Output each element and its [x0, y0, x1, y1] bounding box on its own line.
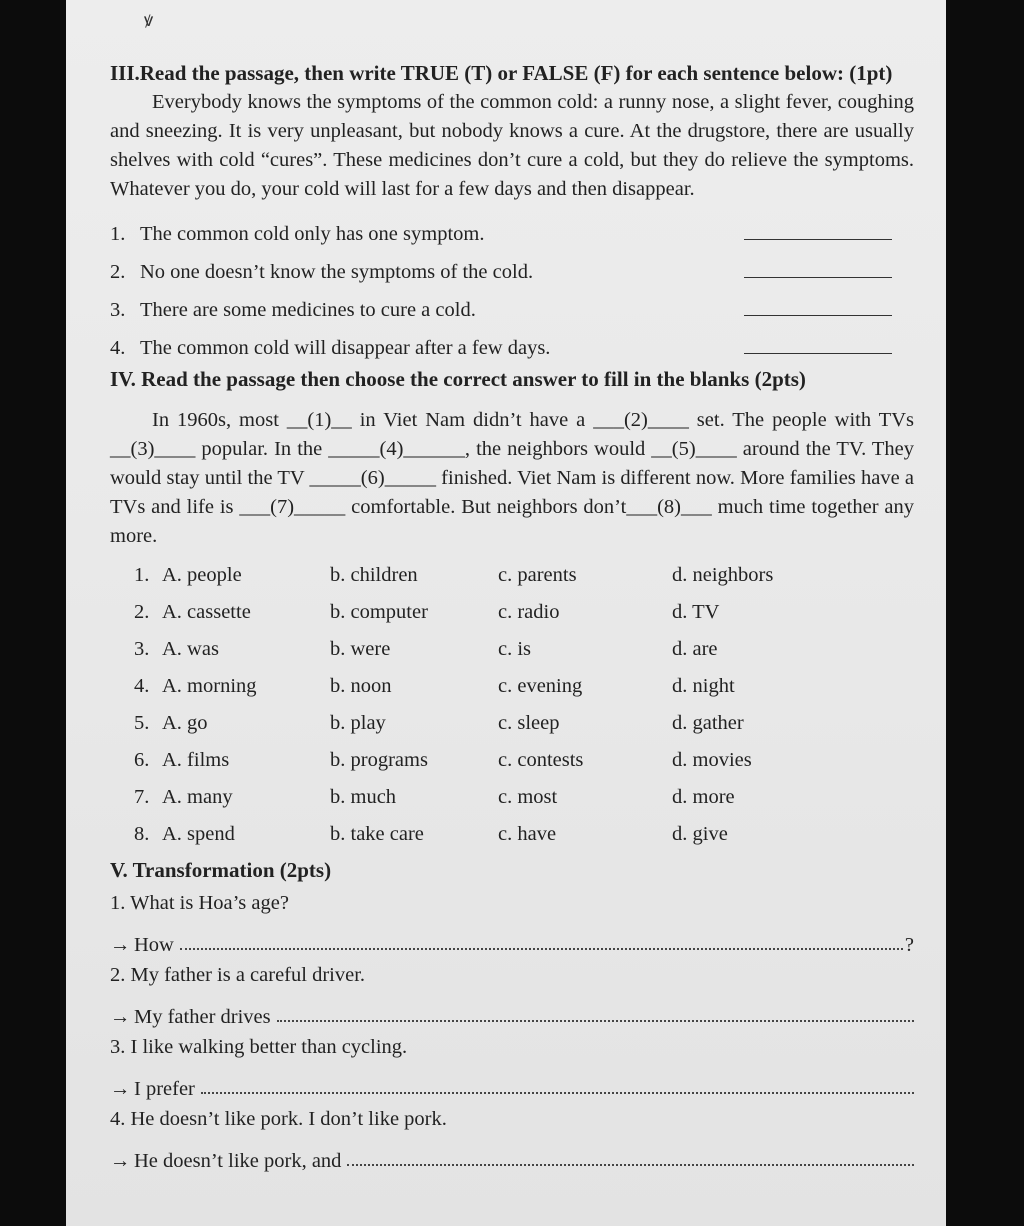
option-d[interactable]: d. gather	[672, 712, 744, 734]
answer-dotted-line[interactable]	[347, 1164, 914, 1166]
tf-number: 4.	[110, 337, 126, 359]
option-row	[134, 779, 852, 816]
section-4-title: IV. Read the passage then choose the correct answer to fill in the blanks (2pts)	[110, 367, 806, 391]
tf-text: The common cold only has one symptom.	[140, 223, 485, 245]
option-number: 4.	[134, 675, 150, 697]
option-b[interactable]: b. programs	[330, 749, 428, 771]
transformation-question	[110, 885, 914, 921]
answer-blank[interactable]	[744, 315, 892, 316]
option-d[interactable]: d. give	[672, 823, 728, 845]
option-d[interactable]: d. movies	[672, 749, 752, 771]
answer-prompt: He doesn’t like pork, and	[134, 1150, 342, 1172]
answer-blank[interactable]	[744, 277, 892, 278]
transformation-item	[110, 1101, 914, 1173]
question-mark: ?	[904, 934, 914, 956]
option-b[interactable]: b. much	[330, 786, 397, 808]
option-row	[134, 816, 852, 853]
option-row	[134, 705, 852, 742]
transformation-item	[110, 1029, 914, 1101]
tf-number: 2.	[110, 261, 126, 283]
option-c[interactable]: c. radio	[498, 601, 560, 623]
option-b[interactable]: b. were	[330, 638, 391, 660]
option-c[interactable]: c. sleep	[498, 712, 560, 734]
page-mark: ꝟ	[144, 10, 154, 30]
question-text: He doesn’t like pork. I don’t like pork.	[130, 1108, 447, 1130]
section-3-title: III.Read the passage, then write TRUE (T) or FALSE (F) for each sentence below: (1pt)	[110, 61, 893, 85]
transformation-item	[110, 885, 914, 957]
option-c[interactable]: c. parents	[498, 564, 577, 586]
option-number: 6.	[134, 749, 150, 771]
option-number: 7.	[134, 786, 150, 808]
option-d[interactable]: d. night	[672, 675, 735, 697]
option-c[interactable]: c. most	[498, 786, 558, 808]
option-row	[134, 631, 852, 668]
transformation-answer	[110, 921, 914, 957]
answer-dotted-line[interactable]	[201, 1092, 914, 1094]
option-a[interactable]: A. people	[162, 564, 242, 586]
option-a[interactable]: A. spend	[162, 823, 235, 845]
question-text: What is Hoa’s age?	[130, 892, 289, 914]
transformation-answer	[110, 993, 914, 1029]
answer-prompt: I prefer	[134, 1078, 195, 1100]
option-b[interactable]: b. noon	[330, 675, 392, 697]
answer-prompt: My father drives	[134, 1006, 271, 1028]
item-number: 3.	[110, 1036, 126, 1058]
option-a[interactable]: A. morning	[162, 675, 257, 697]
tf-statement	[110, 284, 914, 322]
answer-blank[interactable]	[744, 353, 892, 354]
option-b[interactable]: b. play	[330, 712, 386, 734]
answer-blank[interactable]	[744, 239, 892, 240]
tf-text: The common cold will disappear after a few days.	[140, 337, 551, 359]
option-a[interactable]: A. cassette	[162, 601, 251, 623]
item-number: 4.	[110, 1108, 126, 1130]
question-text: I like walking better than cycling.	[130, 1036, 408, 1058]
option-c[interactable]: c. evening	[498, 675, 583, 697]
option-number: 2.	[134, 601, 150, 623]
answer-dotted-line[interactable]	[277, 1020, 914, 1022]
tf-number: 1.	[110, 223, 126, 245]
arrow-icon: →	[110, 1078, 131, 1100]
worksheet-content	[110, 28, 914, 1173]
section-5-title: V. Transformation (2pts)	[110, 858, 332, 882]
option-number: 8.	[134, 823, 150, 845]
transformation-answer	[110, 1065, 914, 1101]
answer-prompt: How	[134, 934, 174, 956]
tf-text: No one doesn’t know the symptoms of the cold.	[140, 261, 534, 283]
option-row	[134, 668, 852, 705]
option-number: 1.	[134, 564, 150, 586]
true-false-list	[110, 208, 914, 360]
transformation-question	[110, 957, 914, 993]
transformation-answer	[110, 1137, 914, 1173]
tf-statement	[110, 208, 914, 246]
worksheet-page	[66, 0, 946, 1226]
option-row	[134, 594, 852, 631]
option-d[interactable]: d. neighbors	[672, 564, 774, 586]
section-3-passage: Everybody knows the symptoms of the common cold: a runny nose, a slight fever, coughing and sneezing. It is very unpleasant, but nobody knows a cure. At the drugstore, there are usually shelves with cold “cures”. These medicines don’t cure a cold, but they do relieve the symptoms. Whatever you do, your cold will last for a few days and then disappear.	[110, 91, 914, 200]
transformation-question	[110, 1101, 914, 1137]
options-table	[134, 557, 852, 853]
option-b[interactable]: b. take care	[330, 823, 424, 845]
option-b[interactable]: b. computer	[330, 601, 428, 623]
option-number: 5.	[134, 712, 150, 734]
option-a[interactable]: A. many	[162, 786, 233, 808]
arrow-icon: →	[110, 934, 131, 956]
item-number: 1.	[110, 892, 126, 914]
option-number: 3.	[134, 638, 150, 660]
tf-number: 3.	[110, 299, 126, 321]
section-4-passage: In 1960s, most __(1)__ in Viet Nam didn’t have a ___(2)____ set. The people with TVs __(3)____ popular. In the _____(4)______, the neighbors would __(5)____ around the TV. They would stay until the TV _____(6)_____ finished. Viet Nam is different now. More families have a TVs and life is ___(7)_____ comfortable. But neighbors don’t___(8)___ much time together any more.	[110, 409, 914, 547]
tf-text: There are some medicines to cure a cold.	[140, 299, 476, 321]
answer-dotted-line[interactable]	[180, 948, 903, 950]
option-d[interactable]: d. more	[672, 786, 735, 808]
item-number: 2.	[110, 964, 126, 986]
question-text: My father is a careful driver.	[130, 964, 366, 986]
tf-statement	[110, 246, 914, 284]
option-c[interactable]: c. have	[498, 823, 557, 845]
arrow-icon: →	[110, 1006, 131, 1028]
option-row	[134, 557, 852, 594]
transformation-question	[110, 1029, 914, 1065]
option-c[interactable]: c. is	[498, 638, 532, 660]
option-a[interactable]: A. go	[162, 712, 208, 734]
option-d[interactable]: d. TV	[672, 601, 720, 623]
arrow-icon: →	[110, 1150, 131, 1172]
option-row	[134, 742, 852, 779]
option-a[interactable]: A. films	[162, 749, 230, 771]
transformation-item	[110, 957, 914, 1029]
option-c[interactable]: c. contests	[498, 749, 584, 771]
option-a[interactable]: A. was	[162, 638, 219, 660]
tf-statement	[110, 322, 914, 360]
option-b[interactable]: b. children	[330, 564, 418, 586]
option-d[interactable]: d. are	[672, 638, 718, 660]
